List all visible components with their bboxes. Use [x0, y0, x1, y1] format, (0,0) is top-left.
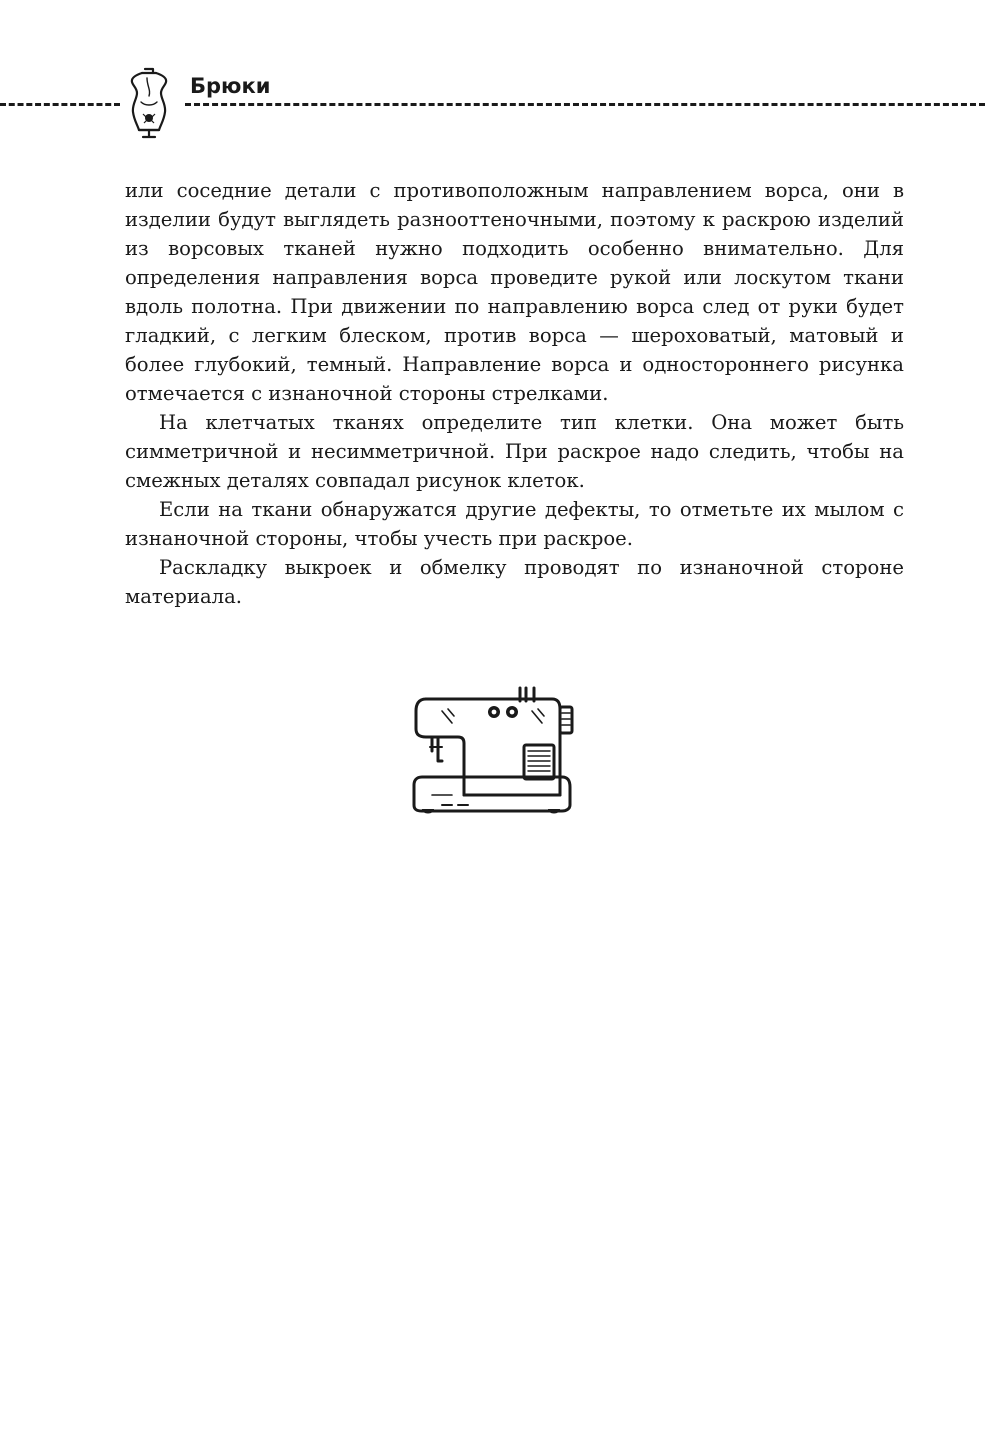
- paragraph-check-fabric: На клетчатых тканях определите тип клетки. Она может быть симметричной и несимметричной. При раскрое надо следить, чтобы на смежных деталях совпадал рисунок клеток.: [125, 411, 904, 492]
- header-divider-left: [0, 103, 120, 106]
- sewing-machine-icon: [412, 685, 576, 815]
- paragraph-nap-direction: или соседние детали с противоположным направлением ворса, они в изделии будут выглядеть разнооттеночными, поэтому к раскрою изделий из ворсовых тканей нужно подходить особенно внимательно. Для определения направления ворса проведите рукой или лоскутом ткани вдоль полотна. При движении по направлению ворса след от руки будет гладкий, с легким блеском, против ворса — шероховатый, матовый и более глубокий, темный. Направление ворса и одностороннего рисунка отмечается с изнаночной стороны стрелками.: [125, 179, 904, 405]
- body-text: [125, 176, 904, 611]
- header-divider-right: [185, 103, 985, 106]
- paragraph-layout: Раскладку выкроек и обмелку проводят по изнаночной стороне материала.: [125, 556, 904, 608]
- paragraph-defects: Если на ткани обнаружатся другие дефекты, то отметьте их мылом с изнаночной стороны, чтобы учесть при раскрое.: [125, 498, 904, 550]
- mannequin-icon: [123, 66, 175, 142]
- page-header: [0, 62, 987, 142]
- running-head-title: Брюки: [190, 74, 271, 98]
